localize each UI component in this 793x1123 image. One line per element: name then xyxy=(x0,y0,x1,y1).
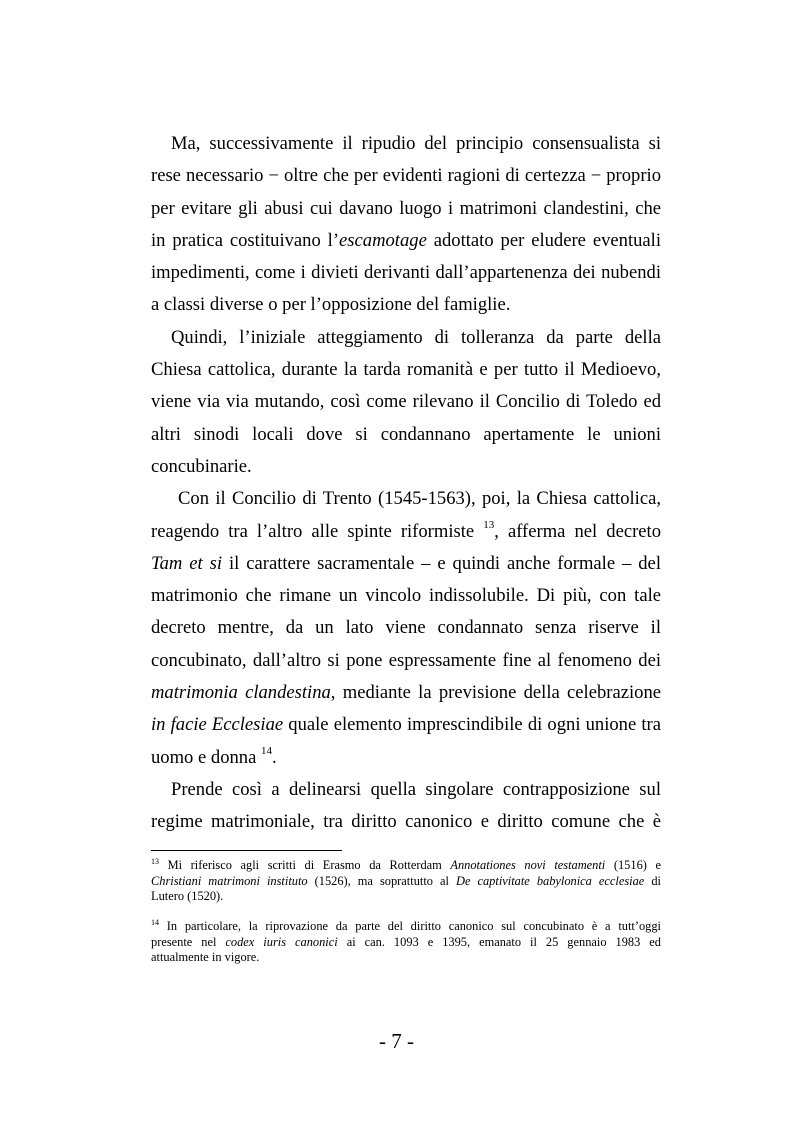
text-run: in pratica costituivano l’ xyxy=(151,230,340,251)
text-run: . xyxy=(272,747,277,768)
body-line xyxy=(151,197,661,221)
text-run: Ma, successivamente il ripudio del principio consensualista si xyxy=(171,133,661,154)
body-line xyxy=(151,584,661,608)
italic-text: Annotationes novi testamenti xyxy=(450,858,606,872)
text-run: altri sinodi locali dove si condannano apertamente le unioni xyxy=(151,424,661,445)
footnote-line xyxy=(151,950,661,965)
text-run: impedimenti, come i divieti derivanti dall’appartenenza dei nubendi xyxy=(151,262,661,283)
text-run: concubinato, dall’altro si pone espressamente fine al fenomeno dei xyxy=(151,650,661,671)
body-line xyxy=(151,229,661,253)
italic-text: Tam et si xyxy=(151,553,223,574)
text-run: ai can. 1093 e 1395, emanato il 25 gennaio 1983 ed xyxy=(337,935,661,949)
body-line xyxy=(151,681,661,705)
footnote-line xyxy=(151,858,661,873)
text-run: quale elemento imprescindibile di ogni unione tra xyxy=(283,714,661,735)
text-run: viene via via mutando, così come rilevano il Concilio di Toledo ed xyxy=(151,391,661,412)
body-line xyxy=(151,552,661,576)
body-line xyxy=(151,293,661,317)
body-line xyxy=(151,520,661,544)
footnote-ref: 13 xyxy=(483,519,495,531)
body-line xyxy=(178,487,661,511)
body-line xyxy=(171,326,661,350)
text-run: (1516) e xyxy=(605,858,661,872)
body-line xyxy=(171,132,661,156)
body-line xyxy=(151,455,661,479)
page-number: - 7 - xyxy=(379,1029,414,1053)
footnote-ref: 13 xyxy=(151,857,159,866)
footnote-ref: 14 xyxy=(151,918,159,927)
footnote-line xyxy=(151,919,661,934)
footnote-line xyxy=(151,889,661,904)
text-run: a classi diverse o per l’opposizione del famiglie. xyxy=(151,294,511,315)
body-line xyxy=(151,616,661,640)
body-line xyxy=(171,778,661,802)
text-run: Chiesa cattolica, durante la tarda romanità e per tutto il Medioevo, xyxy=(151,359,661,380)
body-line xyxy=(151,649,661,673)
footnote-line xyxy=(151,935,661,950)
body-line xyxy=(151,164,661,188)
text-run: per evitare gli abusi cui davano luogo i matrimoni clandestini, che xyxy=(151,198,661,219)
text-run: rese necessario − oltre che per evidenti ragioni di certezza − proprio xyxy=(151,165,661,186)
text-run: il carattere sacramentale – e quindi anche formale – del xyxy=(222,553,661,574)
body-line xyxy=(151,713,661,737)
italic-text: codex iuris canonici xyxy=(225,935,338,949)
text-run: , afferma nel decreto xyxy=(494,521,661,542)
text-run: , mediante la previsione della celebrazione xyxy=(330,682,661,703)
body-line xyxy=(151,390,661,414)
text-run: reagendo tra l’altro alle spinte riformiste xyxy=(151,521,484,542)
italic-text: escamotage xyxy=(339,230,427,251)
text-run: Mi riferisco agli scritti di Erasmo da Rotterdam xyxy=(159,858,451,872)
text-run: Quindi, l’iniziale atteggiamento di tolleranza da parte della xyxy=(171,327,661,348)
body-line xyxy=(151,261,661,285)
text-run: adottato per eludere eventuali xyxy=(426,230,661,251)
text-run: di xyxy=(644,874,661,888)
body-line xyxy=(151,423,661,447)
italic-text: matrimonia clandestina xyxy=(151,682,331,703)
text-run: Prende così a delinearsi quella singolare contrapposizione sul xyxy=(171,779,661,800)
italic-text: De captivitate babylonica ecclesiae xyxy=(456,874,645,888)
text-run: In particolare, la riprovazione da parte del diritto canonico sul concubinato è a tutt’oggi xyxy=(159,919,661,933)
body-line xyxy=(151,746,661,770)
text-run: uomo e donna xyxy=(151,747,261,768)
text-run: presente nel xyxy=(151,935,226,949)
footnote-line xyxy=(151,874,661,889)
text-run: Lutero (1520). xyxy=(151,889,224,903)
body-line xyxy=(151,358,661,382)
text-run: concubinarie. xyxy=(151,456,252,477)
footnote-ref: 14 xyxy=(261,745,272,757)
text-run: Con il Concilio di Trento (1545-1563), poi, la Chiesa cattolica, xyxy=(178,488,661,509)
text-run: matrimonio che rimane un vincolo indissolubile. Di più, con tale xyxy=(151,585,661,606)
italic-text: Christiani matrimoni instituto xyxy=(151,874,308,888)
italic-text: in facie Ecclesiae xyxy=(151,714,284,735)
text-run: attualmente in vigore. xyxy=(151,950,260,964)
body-line xyxy=(151,810,661,834)
footnote-separator xyxy=(151,850,342,851)
text-run: (1526), ma soprattutto al xyxy=(307,874,456,888)
text-run: regime matrimoniale, tra diritto canonico e diritto comune che è xyxy=(151,811,661,832)
text-run: decreto mentre, da un lato viene condannato senza riserve il xyxy=(151,617,661,638)
